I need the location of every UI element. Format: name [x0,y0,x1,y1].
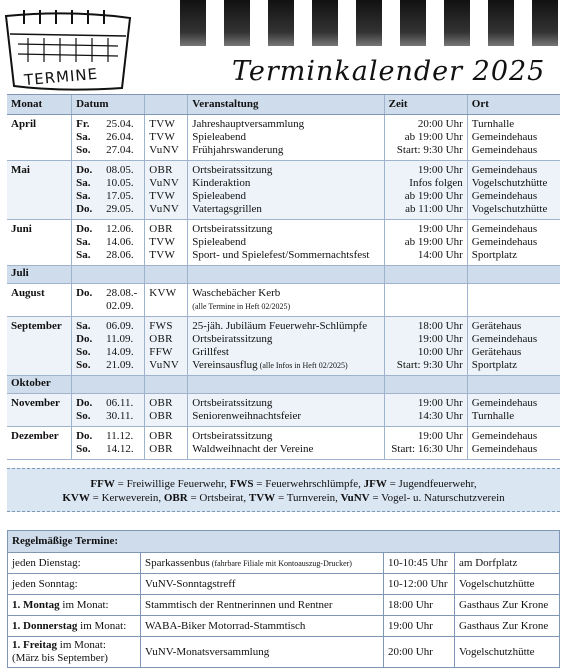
table-row-code: TVW [149,236,176,248]
table-row-place: Gemeindehaus [471,190,538,202]
table-row-day: Sa. [76,320,91,332]
table-row-day: Sa. [76,177,91,189]
table-row-code: OBR [149,333,173,345]
table-row-day: Do. [76,397,93,409]
date-cell [102,115,145,161]
weekday-cell [72,376,103,394]
month-group-row [7,317,560,376]
table-row-place: Gemeindehaus [471,333,538,345]
table-row-code: OBR [149,430,173,442]
legend-abbr: FWS [229,478,254,490]
legend-text: = Jugendfeuerwehr, [386,478,477,490]
event-cell [188,427,384,460]
abbreviation-legend [7,468,560,512]
table-row-date: 11.09. [106,333,134,345]
table-row-event: Spieleabend [192,190,247,202]
table-row-event: Grillfest [192,346,229,358]
table-row-time: Start: 16:30 Uhr [391,443,463,455]
place-cell [467,161,560,220]
regular-what: Stammtisch der Rentnerinnen und Rentner [141,595,384,616]
table-row-date: 30.11. [106,410,134,422]
club-code-cell [145,161,188,220]
time-cell [384,376,467,394]
club-code-cell [145,115,188,161]
table-row-place: Sportplatz [471,249,517,261]
table-row-event: Waldweihnacht der Vereine [192,443,314,455]
table-row-date: 28.08.- [106,287,138,299]
table-row-event: Ortsbeiratssitzung [192,164,273,176]
regular-time: 20:00 Uhr [384,637,455,668]
club-code-cell [145,317,188,376]
regular-place: Vogelschutzhütte [455,637,560,668]
what-note: (fahrbare Filiale mit Kontoauszug-Drucker) [209,558,352,568]
header-monat: Monat [7,95,72,115]
table-row-place [472,287,556,300]
table-row-time: 19:00 Uhr [417,397,463,409]
legend-abbr: TVW [248,492,276,504]
table-row-event: Spieleabend [192,131,247,143]
regular-what: Sparkassenbus (fahrbare Filiale mit Kontoauszug-Drucker) [141,553,384,574]
table-row-place [472,300,556,313]
month-name: Oktober [7,376,72,394]
table-row-code: OBR [149,164,173,176]
weekday-cell [72,394,103,427]
table-row-place: Gemeindehaus [471,144,538,156]
table-row-code: VuNV [149,177,180,189]
event-cell [188,317,384,376]
table-row-place: Turnhalle [471,118,515,130]
table-row-place: Turnhalle [471,410,515,422]
table-row-place: Gerätehaus [471,346,522,358]
table-row-event: Ortsbeiratssitzung [192,397,273,409]
table-row-day: Sa. [76,236,91,248]
header-zeit: Zeit [384,95,467,115]
time-cell [384,317,467,376]
table-row-day: So. [76,359,91,371]
club-code-cell [145,394,188,427]
when-bold: 1. Freitag [12,639,58,651]
club-code-cell [145,376,188,394]
club-code-cell [145,266,188,284]
table-row-time: 14:00 Uhr [417,249,463,261]
table-row-place: Gemeindehaus [471,131,538,143]
table-row-code [149,300,183,313]
event-cell [188,394,384,427]
table-row-day: Do. [76,287,93,299]
table-row-code: FFW [149,346,173,358]
month-group-row [7,376,560,394]
when-text: im Monat: [77,619,127,632]
table-row-code: OBR [149,410,173,422]
table-row-date: 14.12. [106,443,134,455]
date-cell [102,220,145,266]
table-row-date: 27.04. [106,144,134,156]
event-cell [188,220,384,266]
header-ort: Ort [467,95,560,115]
table-row-day: Do. [76,203,93,215]
month-group-row [7,284,560,317]
regular-time: 10-12:00 Uhr [384,574,455,595]
regular-row [8,574,560,595]
place-cell [467,220,560,266]
legend-abbr: OBR [163,492,188,504]
table-row-time: Infos folgen [409,177,463,189]
when-bold: 1. Montag [12,598,60,611]
weekday-cell [72,284,103,317]
time-cell [384,394,467,427]
weekday-cell [72,220,103,266]
event-note: (alle Infos in Heft 02/2025) [257,361,348,370]
table-row-time: 20:00 Uhr [417,118,463,130]
time-cell [384,161,467,220]
table-row-day: Do. [76,164,93,176]
header-veranstaltung: Veranstaltung [188,95,384,115]
date-cell [102,376,145,394]
when-text: jeden Dienstag: [12,556,81,569]
club-code-cell [145,284,188,317]
weekday-cell [72,427,103,460]
weekday-cell [72,317,103,376]
regular-row [8,616,560,637]
time-cell [384,220,467,266]
legend-text: = Ortsbeirat, [187,492,249,504]
table-row-time [389,300,463,313]
table-row-date: 11.12. [106,430,134,442]
table-row-day: Do. [76,223,93,235]
table-row-event: Vatertagsgrillen [192,203,262,215]
table-row-event: Spieleabend [192,236,247,248]
table-row-event: Seniorenweihnachtsfeier [192,410,302,422]
legend-abbr: VuNV [340,492,370,504]
regular-when [8,637,141,668]
legend-abbr: JFW [363,478,387,490]
legend-text: = Turnverein, [275,492,341,504]
table-row-day: So. [76,443,91,455]
table-row-code: OBR [149,443,173,455]
table-row-code: OBR [149,397,173,409]
event-note: (alle Termine in Heft 02/2025) [192,302,291,311]
weekday-cell [72,266,103,284]
table-row-event: Waschebächer Kerb [192,287,281,299]
table-row-place: Gemeindehaus [471,164,538,176]
table-row-time: ab 19:00 Uhr [404,236,463,248]
table-row-event: Ortsbeiratssitzung [192,333,273,345]
regular-time: 18:00 Uhr [384,595,455,616]
regular-what: VuNV-Sonntagstreff [141,574,384,595]
event-cell [188,115,384,161]
table-row-code: TVW [149,131,176,143]
regular-what: WABA-Biker Motorrad-Stammtisch [141,616,384,637]
regular-dates-title: Regelmäßige Termine: [8,531,560,553]
weekday-cell [72,115,103,161]
table-row-date: 14.06. [106,236,134,248]
regular-when [8,616,141,637]
month-group-row [7,427,560,460]
table-row-time: 10:00 Uhr [417,346,463,358]
month-name: Juli [7,266,72,284]
table-row-event: Ortsbeiratssitzung [192,430,273,442]
month-name: November [7,394,72,427]
table-row-date: 10.05. [106,177,134,189]
regular-row [8,637,560,668]
legend-line-2 [7,491,560,505]
regular-what: VuNV-Monatsversammlung [141,637,384,668]
regular-place: Vogelschutzhütte [455,574,560,595]
regular-place: Gasthaus Zur Krone [455,595,560,616]
table-row-date: 02.09. [106,300,134,312]
time-cell [384,284,467,317]
table-row-day: Do. [76,430,93,442]
date-cell [102,317,145,376]
table-row-time: 19:00 Uhr [417,333,463,345]
table-row-day: So. [76,410,91,422]
legend-text: = Feuerwehrschlümpfe, [253,478,364,490]
table-row-place: Gemeindehaus [471,223,538,235]
legend-text: = Vogel- u. Naturschutzverein [369,492,505,504]
calendar-sketch-icon [0,8,150,94]
table-row-place: Vogelschutzhütte [471,203,548,215]
table-row-day: Fr. [76,118,90,130]
month-group-row [7,266,560,284]
place-cell [467,376,560,394]
date-cell [102,394,145,427]
table-row-code: VuNV [149,359,180,371]
event-cell [188,284,384,317]
table-row-time: Start: 9:30 Uhr [396,359,463,371]
club-code-cell [145,427,188,460]
month-name: August [7,284,72,317]
table-row-place: Gemeindehaus [471,397,538,409]
table-row-event: Frühjahrswanderung [192,144,284,156]
when-bold: 1. Donnerstag [12,619,78,632]
month-group-row [7,394,560,427]
table-row-event: Kinderaktion [192,177,251,189]
header-datum: Datum [72,95,145,115]
table-row-time: ab 19:00 Uhr [404,190,463,202]
regular-when [8,553,141,574]
weekday-cell [72,161,103,220]
table-row-date: 17.05. [106,190,134,202]
table-row-day: Sa. [76,131,91,143]
table-row-date: 21.09. [106,359,134,371]
month-name: Mai [7,161,72,220]
date-cell [102,427,145,460]
legend-text: = Kerweverein, [89,492,164,504]
table-row-date: 14.09. [106,346,134,358]
table-row-date: 29.05. [106,203,134,215]
table-row-date: 25.04. [106,118,134,130]
regular-place: Gasthaus Zur Krone [455,616,560,637]
table-row-time: ab 11:00 Uhr [405,203,463,215]
place-cell [467,266,560,284]
table-row-time: 19:00 Uhr [417,430,463,442]
time-cell [384,427,467,460]
place-cell [467,115,560,161]
event-cell [188,161,384,220]
page-title: Terminkalender 2025 [232,56,546,87]
club-code-cell [145,220,188,266]
table-row-code: VuNV [149,203,180,215]
month-name: April [7,115,72,161]
regular-time: 19:00 Uhr [384,616,455,637]
table-row-code: FWS [149,320,173,332]
logo-text: TERMINE [23,64,99,90]
place-cell [467,317,560,376]
when-text: jeden Sonntag: [12,577,78,590]
table-row-place: Sportplatz [471,359,517,371]
month-group-row [7,115,560,161]
table-row-date: 08.05. [106,164,134,176]
table-row-date: 28.06. [106,249,134,261]
table-row-day: Do. [76,333,93,345]
table-row-place: Gerätehaus [471,320,522,332]
month-name: Dezember [7,427,72,460]
date-cell [102,161,145,220]
events-table [7,94,560,460]
table-row-date: 06.11. [106,397,134,409]
table-row-time: 19:00 Uhr [417,164,463,176]
place-cell [467,284,560,317]
table-row-day: So. [76,346,91,358]
table-row-time [389,287,463,300]
table-row-time: ab 19:00 Uhr [404,131,463,143]
table-row-event: Sport- und Spielefest/Sommernachtsfest [192,249,370,261]
legend-line-1 [7,477,560,491]
table-row-time: 19:00 Uhr [417,223,463,235]
month-name: Juni [7,220,72,266]
table-row-place: Gemeindehaus [471,443,538,455]
month-group-row [7,161,560,220]
regular-place: am Dorfplatz [455,553,560,574]
table-row-place: Vogelschutzhütte [471,177,548,189]
when-text: im Monat: [57,639,106,651]
table-row-code: OBR [149,223,173,235]
month-group-row [7,220,560,266]
time-cell [384,115,467,161]
place-cell [467,427,560,460]
place-cell [467,394,560,427]
time-cell [384,266,467,284]
table-row-time: 18:00 Uhr [417,320,463,332]
legend-abbr: FFW [90,478,115,490]
event-cell [188,266,384,284]
regular-when [8,595,141,616]
regular-when [8,574,141,595]
table-row-day: Sa. [76,249,91,261]
table-row-time: 14:30 Uhr [417,410,463,422]
legend-text: = Freiwillige Feuerwehr, [114,478,230,490]
table-row-event: Ortsbeiratssitzung [192,223,273,235]
date-cell [102,284,145,317]
table-row-code: KVW [149,287,177,299]
table-row-event: Vereinsausflug (alle Infos in Heft 02/2025) [192,359,348,371]
table-row-place: Gemeindehaus [471,236,538,248]
table-row-event: Jahreshauptversammlung [192,118,305,130]
table-row-date: 06.09. [106,320,134,332]
table-row-code: TVW [149,249,176,261]
regular-time: 10-10:45 Uhr [384,553,455,574]
table-row-day: Sa. [76,190,91,202]
table-row-date: 12.06. [106,223,134,235]
regular-row [8,553,560,574]
table-row-code: TVW [149,190,176,202]
table-row-code: TVW [149,118,176,130]
table-row-event [192,300,379,313]
event-cell [188,376,384,394]
when-text: im Monat: [59,598,109,611]
table-row-day: So. [76,144,91,156]
month-name: September [7,317,72,376]
legend-abbr: KVW [62,492,90,504]
table-row-code: VuNV [149,144,180,156]
table-row-time: Start: 9:30 Uhr [396,144,463,156]
table-row-event: 25-jäh. Jubiläum Feuerwehr-Schlümpfe [192,320,368,332]
table-row-day [76,300,98,313]
table-row-place: Gemeindehaus [471,430,538,442]
table-row-date: 26.04. [106,131,134,143]
regular-row [8,595,560,616]
when-extra: (März bis September) [12,652,108,664]
regular-dates-table [7,530,560,668]
date-cell [102,266,145,284]
